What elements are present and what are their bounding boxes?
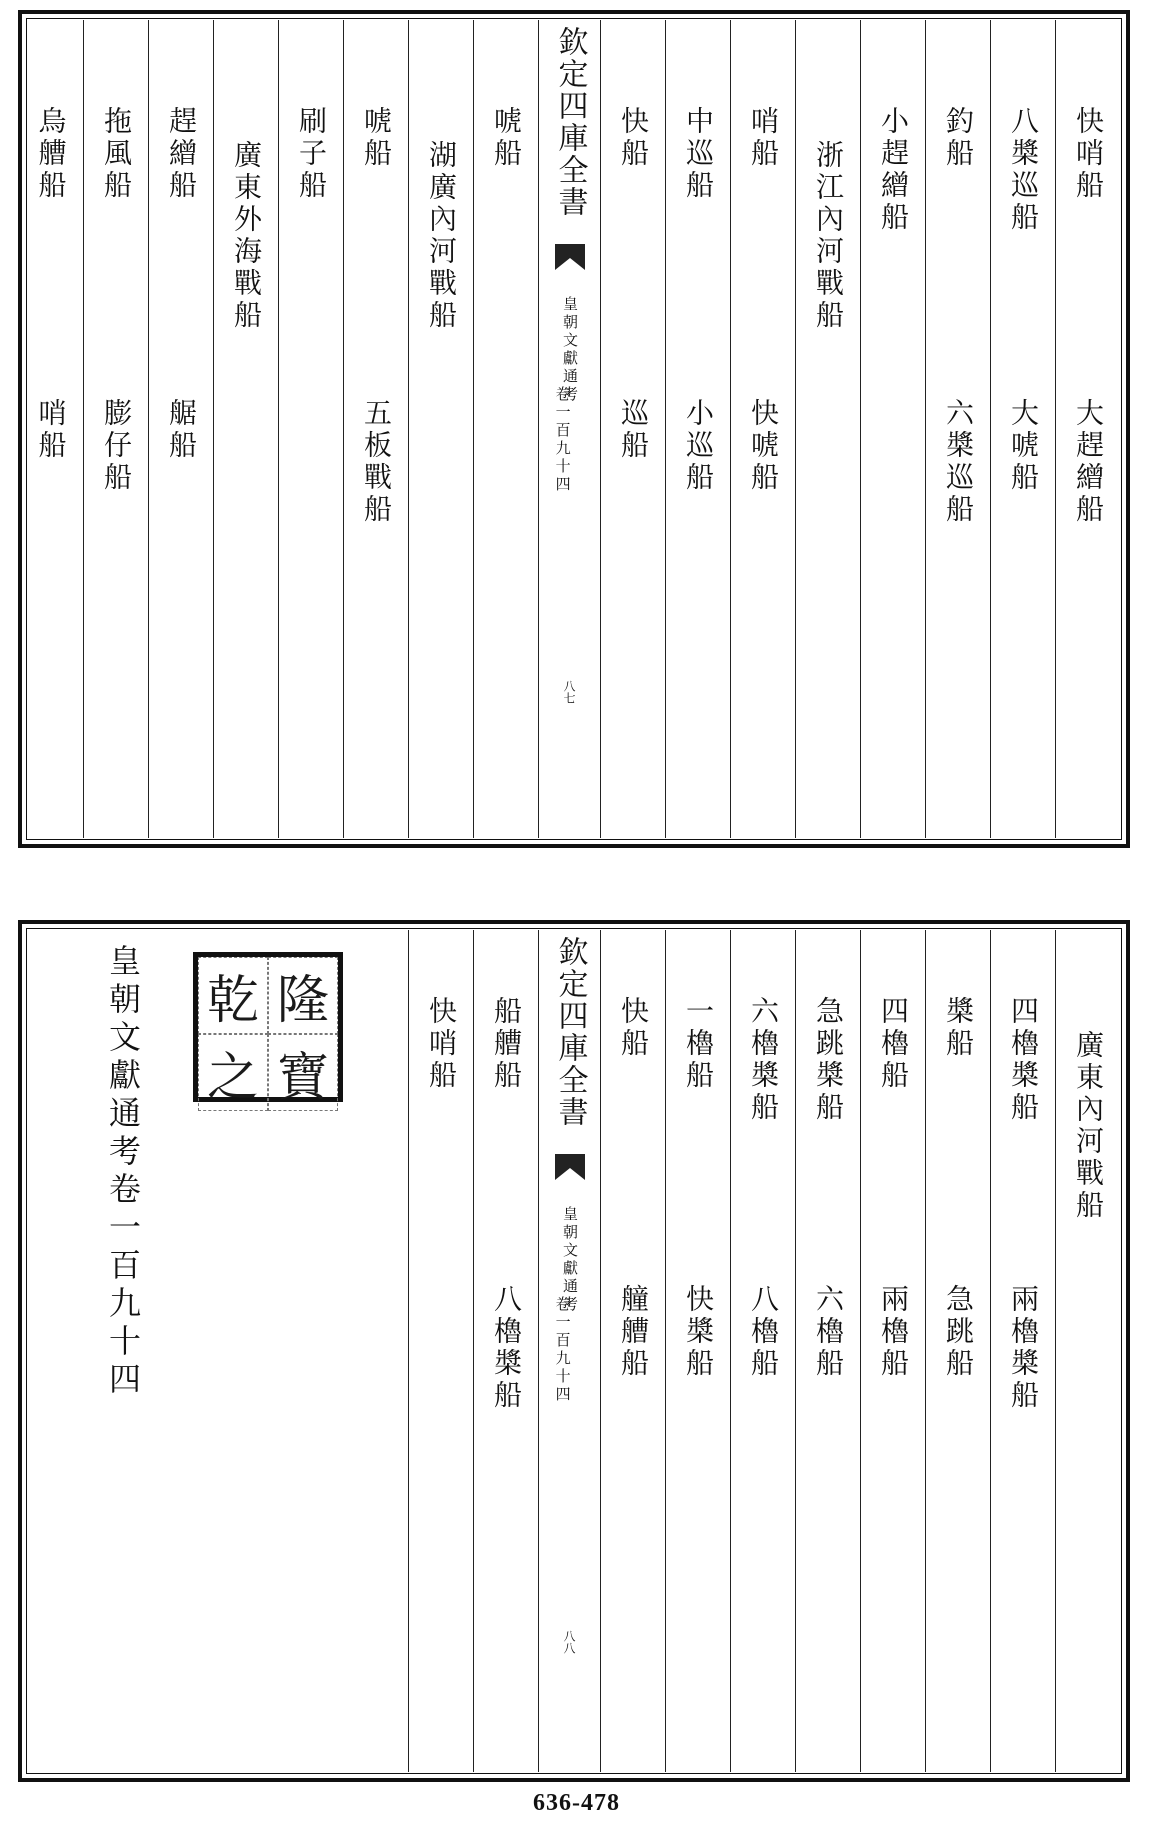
column	[473, 930, 538, 1772]
imperial-seal	[193, 952, 343, 1108]
column-bottom-text: 六槳巡船	[942, 398, 975, 526]
column	[18, 20, 83, 838]
column	[408, 930, 473, 1772]
center-subtitle: 皇朝文獻通考	[561, 296, 579, 404]
center-volume: 卷一百九十四	[553, 1296, 572, 1404]
column	[473, 20, 538, 838]
center-column	[538, 20, 600, 838]
column-top-text: 釣船	[942, 106, 975, 170]
column-top-text: 快船	[617, 106, 650, 170]
column-bottom-text: 六櫓船	[812, 1284, 845, 1380]
column	[990, 930, 1055, 1772]
column-top-text: 浙江內河戰船	[812, 140, 845, 332]
column	[600, 930, 665, 1772]
column	[925, 20, 990, 838]
column-top-text: 八槳巡船	[1007, 106, 1040, 234]
page-number: 636-478	[533, 1790, 620, 1816]
collection-title: 欽定四庫全書	[552, 26, 588, 218]
column	[88, 930, 158, 1772]
column	[730, 20, 795, 838]
column-top-text: 小趕繒船	[877, 106, 910, 234]
column-top-text: 急跳槳船	[812, 996, 845, 1124]
column-bottom-text: 艍船	[165, 398, 198, 462]
folio-number: 八八	[562, 1630, 576, 1654]
column-top-text: 快哨船	[1072, 106, 1105, 202]
column	[665, 930, 730, 1772]
fishtail-ornament-icon	[555, 1154, 585, 1180]
column-bottom-text: 快槳船	[682, 1284, 715, 1380]
column	[665, 20, 730, 838]
column-bottom-text: 巡船	[617, 398, 650, 462]
top-page	[18, 10, 1130, 848]
book-title-colophon: 皇朝文獻通考卷一百九十四	[104, 944, 142, 1400]
column-top-text: 快哨船	[425, 996, 458, 1092]
fishtail-ornament-icon	[555, 244, 585, 270]
column-top-text: 廣東內河戰船	[1072, 1030, 1105, 1222]
column	[343, 20, 408, 838]
top-page-columns	[28, 20, 1120, 838]
column-bottom-text: 快唬船	[747, 398, 780, 494]
column-bottom-text: 兩櫓槳船	[1007, 1284, 1040, 1412]
column	[925, 930, 990, 1772]
center-volume: 卷一百九十四	[553, 386, 572, 494]
column	[795, 20, 860, 838]
column	[1055, 930, 1120, 1772]
column-bottom-text: 急跳船	[942, 1284, 975, 1380]
column-bottom-text: 五板戰船	[360, 398, 393, 526]
column	[860, 930, 925, 1772]
column	[148, 20, 213, 838]
center-subtitle: 皇朝文獻通考	[561, 1206, 579, 1314]
column-top-text: 拖風船	[100, 106, 133, 202]
seal-character: 隆	[268, 957, 338, 1034]
column	[860, 20, 925, 838]
column-top-text: 一櫓船	[682, 996, 715, 1092]
column-bottom-text: 大趕繒船	[1072, 398, 1105, 526]
column-top-text: 唬船	[490, 106, 523, 170]
column	[795, 930, 860, 1772]
bottom-page	[18, 920, 1130, 1782]
column-top-text: 哨船	[747, 106, 780, 170]
column	[990, 20, 1055, 838]
column-top-text: 槳船	[942, 996, 975, 1060]
seal-character: 寶	[268, 1034, 338, 1111]
column-bottom-text: 八櫓槳船	[490, 1284, 523, 1412]
column-top-text: 刷子船	[295, 106, 328, 202]
seal-column	[158, 930, 408, 1772]
column-top-text: 快船	[617, 996, 650, 1060]
center-column	[538, 930, 600, 1772]
column-top-text: 烏艚船	[34, 106, 68, 202]
column-top-text: 六櫓槳船	[747, 996, 780, 1124]
bottom-page-columns	[28, 930, 1120, 1772]
seal-character: 之	[198, 1034, 268, 1111]
column-bottom-text: 膨仔船	[100, 398, 133, 494]
column-top-text: 廣東外海戰船	[230, 140, 263, 332]
column-top-text: 中巡船	[682, 106, 715, 202]
column-bottom-text: 八櫓船	[747, 1284, 780, 1380]
column-top-text: 四櫓船	[877, 996, 910, 1092]
column	[1055, 20, 1120, 838]
column	[600, 20, 665, 838]
collection-title: 欽定四庫全書	[552, 936, 588, 1128]
column-bottom-text: 兩櫓船	[877, 1284, 910, 1380]
column-top-text: 趕繒船	[165, 106, 198, 202]
column-top-text: 唬船	[360, 106, 393, 170]
seal-character: 乾	[198, 957, 268, 1034]
column-top-text: 四櫓槳船	[1007, 996, 1040, 1124]
column-bottom-text: 大唬船	[1007, 398, 1040, 494]
folio-number: 八七	[562, 680, 576, 704]
column-bottom-text: 艟艚船	[617, 1284, 650, 1380]
column	[213, 20, 278, 838]
column	[83, 20, 148, 838]
column	[408, 20, 473, 838]
column	[278, 20, 343, 838]
column-top-text: 船艚船	[490, 996, 523, 1092]
column-bottom-text: 小巡船	[682, 398, 715, 494]
column	[730, 930, 795, 1772]
column-bottom-text: 哨船	[34, 398, 68, 462]
column-top-text: 湖廣內河戰船	[425, 140, 458, 332]
